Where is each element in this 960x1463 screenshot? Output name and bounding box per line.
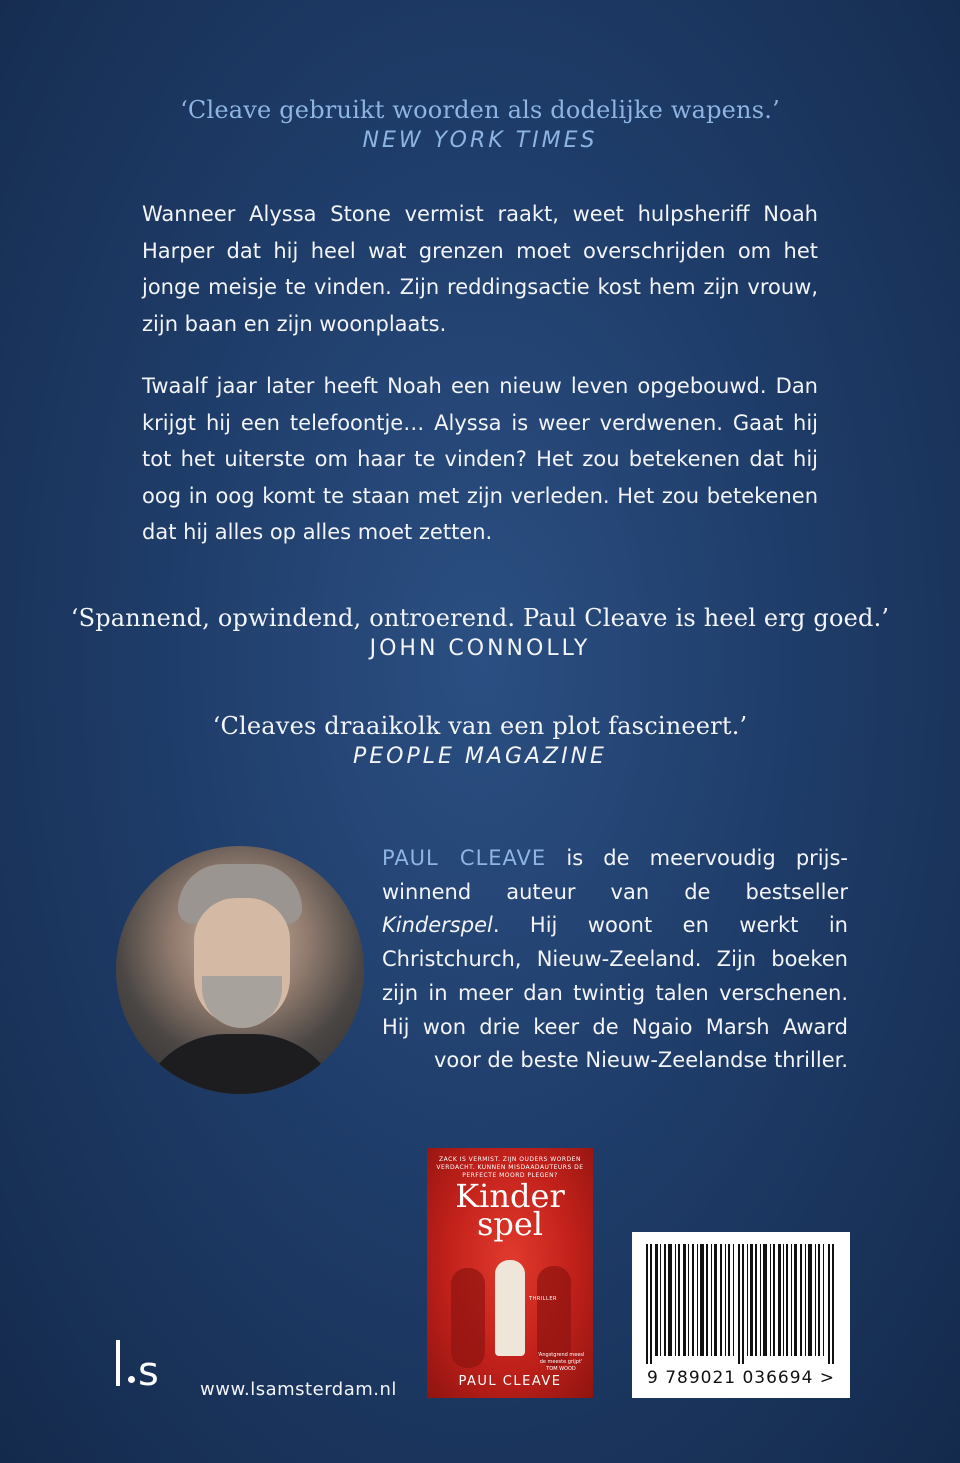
blurb-paragraph-2: Twaalf jaar later heeft Noah een nieuw leven opgebouwd. Dan krijgt hij een telefoontje… Alyssa is weer verdwenen. Gaat hij tot het uiterste om haar te vinden? Het zou betekenen dat hij oog in oog komt te staan met zijn verleden. Het zou betekenen dat hij alles op alles moet zetten. xyxy=(142,374,818,544)
book-cover-quote: 'Angstgrend meesl de meeste grijpt' TOM WOOD xyxy=(537,1352,585,1372)
author-name: PAUL CLEAVE xyxy=(382,846,547,870)
quote-john-connolly xyxy=(0,604,960,661)
publisher-url[interactable]: www.lsamsterdam.nl xyxy=(200,1379,397,1400)
quote-new-york-times xyxy=(0,96,960,153)
bio-book-title: Kinderspel xyxy=(382,913,493,938)
publisher-logo-letter: s xyxy=(138,1349,159,1395)
quote-source: JOHN CONNOLLY xyxy=(369,636,591,661)
bio-text-1: is de meervoudig prijswinnend auteur van de bestseller xyxy=(382,846,848,904)
quote-people-magazine xyxy=(0,712,960,769)
quote-text: ‘Cleave gebruikt woorden als dodelijke wapens.’ xyxy=(180,96,780,124)
book-cover-title-line2: spel xyxy=(476,1205,544,1243)
quote-text: ‘Spannend, opwindend, ontroerend. Paul Cleave is heel erg goed.’ xyxy=(70,604,890,632)
isbn-barcode xyxy=(632,1232,850,1398)
book-cover-thumbnail xyxy=(427,1148,593,1398)
book-cover-blurb: ZACK IS VERMIST. ZIJN OUDERS WORDEN VERDACHT. KUNNEN MISDAADAUTEURS DE PERFECTE MOORD PLEGEN? xyxy=(436,1156,584,1179)
barcode-bars xyxy=(644,1244,838,1364)
publisher-logo xyxy=(108,1340,188,1400)
isbn-number: 9 789021 036694 > xyxy=(646,1368,836,1388)
author-photo xyxy=(116,846,364,1094)
author-bio xyxy=(382,842,848,1078)
quote-source: PEOPLE MAGAZINE xyxy=(353,744,607,769)
quote-source: NEW YORK TIMES xyxy=(362,128,598,153)
book-cover-genre: THRILLER xyxy=(529,1296,557,1302)
quote-text: ‘Cleaves draaikolk van een plot fascineert.’ xyxy=(212,712,748,740)
blurb-paragraph-1: Wanneer Alyssa Stone vermist raakt, weet hulpsheriff Noah Harper dat hij heel wat grenzen moet overschrijden om het jonge meisje te vinden. Zijn reddingsactie kost hem zijn vrouw, zijn baan en zijn woonplaats. xyxy=(142,202,818,336)
book-cover-author: PAUL CLEAVE xyxy=(458,1374,562,1389)
bio-text-2: . Hij woont en werkt in Christchurch, Nieuw-Zeeland. Zijn boeken zijn in meer dan twintig talen verschenen. Hij won drie keer de Ngaio Marsh Award voor de beste Nieuw-Zeelandse thriller. xyxy=(382,913,848,1073)
paper-figure-image xyxy=(495,1260,525,1356)
book-cover-title-line1: Kinder xyxy=(455,1177,565,1215)
